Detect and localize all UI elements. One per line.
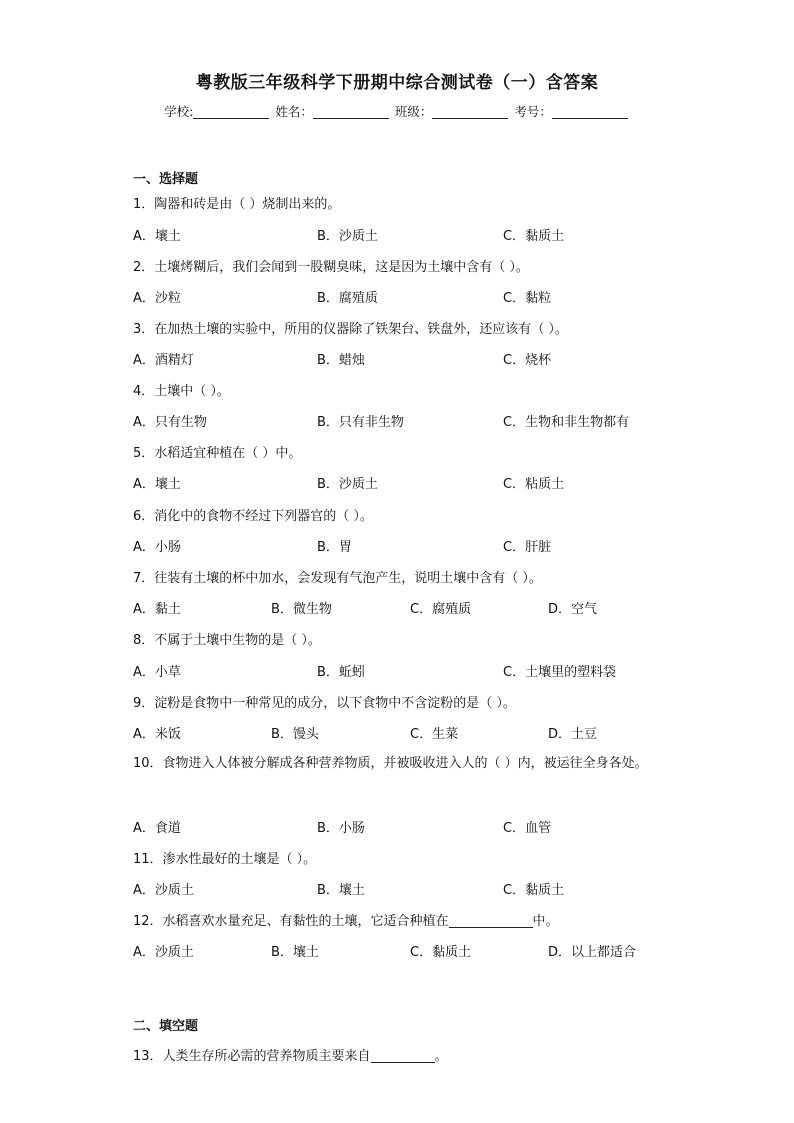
option[interactable]: A．壤土	[133, 477, 181, 492]
option[interactable]: B．小肠	[317, 821, 365, 836]
page-title: 粤教版三年级科学下册期中综合测试卷（一）含答案	[195, 73, 599, 93]
question-stem: 9．淀粉是食物中一种常见的成分，以下食物中不含淀粉的是（ ）。	[133, 696, 516, 711]
option[interactable]: A．只有生物	[133, 415, 207, 430]
option[interactable]: C．黏质土	[503, 229, 565, 244]
class-label: 班级：	[394, 104, 433, 119]
question-stem	[133, 1045, 448, 1064]
option[interactable]: C．土壤里的塑料袋	[503, 665, 617, 680]
section-heading-fill: 二、填空题	[133, 1019, 199, 1034]
option[interactable]: A．小肠	[133, 540, 181, 555]
option[interactable]: B．胃	[317, 540, 352, 555]
option[interactable]: C．生物和非生物都有	[503, 415, 630, 430]
option[interactable]: A．酒精灯	[133, 353, 194, 368]
option[interactable]: C．黏粒	[503, 291, 552, 306]
option[interactable]: D．以上都适合	[548, 945, 637, 960]
answer-blank[interactable]	[371, 1048, 435, 1063]
question-stem: 8．不属于土壤中生物的是（ ）。	[133, 633, 321, 648]
question-stem	[133, 910, 559, 929]
option[interactable]: A．食道	[133, 821, 181, 836]
option[interactable]: C．黏质土	[410, 945, 472, 960]
option[interactable]: A．米饭	[133, 727, 181, 742]
name-label: 姓名：	[275, 104, 313, 119]
class-blank[interactable]	[432, 104, 508, 119]
option[interactable]: C．烧杯	[503, 353, 552, 368]
option[interactable]: C．粘质土	[503, 477, 565, 492]
number-blank[interactable]	[552, 104, 628, 119]
name-blank[interactable]	[313, 104, 389, 119]
option[interactable]: D．空气	[548, 602, 598, 617]
section-heading-choice: 一、选择题	[133, 172, 199, 187]
option[interactable]: C．肝脏	[503, 540, 552, 555]
question-stem: 1．陶器和砖是由（ ）烧制出来的。	[133, 197, 341, 212]
option[interactable]: A．沙粒	[133, 291, 181, 306]
question-stem: 3．在加热土壤的实验中，所用的仪器除了铁架台、铁盘外，还应该有（ ）。	[133, 322, 568, 337]
question-stem: 5．水稻适宜种植在（ ）中。	[133, 446, 302, 461]
option[interactable]: B．馒头	[271, 727, 319, 742]
question-stem: 11．渗水性最好的土壤是（ ）。	[133, 852, 317, 867]
option[interactable]: B．蚯蚓	[317, 665, 365, 680]
question-text: 12．水稻喜欢水量充足、有黏性的土壤，它适合种植在	[133, 914, 449, 929]
question-stem: 7．往装有土壤的杯中加水，会发现有气泡产生，说明土壤中含有（ ）。	[133, 571, 542, 586]
question-stem: 10．食物进入人体被分解成各种营养物质，并被吸收进入人的（ ）内，被运往全身各处。	[133, 756, 648, 771]
option[interactable]: D．土豆	[548, 727, 598, 742]
question-tail: 中。	[532, 914, 559, 929]
question-tail: 。	[434, 1049, 448, 1064]
option[interactable]: A．沙质土	[133, 945, 194, 960]
option[interactable]: B．只有非生物	[317, 415, 404, 430]
question-text: 13．人类生存所必需的营养物质主要来自	[133, 1049, 371, 1064]
number-label: 考号：	[514, 104, 552, 119]
school-blank[interactable]	[193, 104, 269, 119]
option[interactable]: A．壤土	[133, 229, 181, 244]
question-stem: 4．土壤中（ ）。	[133, 384, 230, 399]
option[interactable]: B．壤土	[317, 883, 365, 898]
option[interactable]: B．沙质土	[317, 477, 378, 492]
option[interactable]: B．腐殖质	[317, 291, 378, 306]
option[interactable]: A．沙质土	[133, 883, 194, 898]
option[interactable]: C．血管	[503, 821, 552, 836]
school-label: 学校:	[164, 104, 194, 119]
option[interactable]: C．黏质土	[503, 883, 565, 898]
question-stem: 6．消化中的食物不经过下列器官的（ ）。	[133, 509, 373, 524]
option[interactable]: C．腐殖质	[410, 602, 472, 617]
option[interactable]: B．壤土	[271, 945, 319, 960]
answer-blank[interactable]	[449, 913, 533, 928]
option[interactable]: A．黏土	[133, 602, 181, 617]
option[interactable]: A．小草	[133, 665, 181, 680]
question-stem: 2．土壤烤糊后，我们会闻到一股糊臭味，这是因为土壤中含有（ ）。	[133, 260, 529, 275]
option[interactable]: B．蜡烛	[317, 353, 365, 368]
option[interactable]: B．沙质土	[317, 229, 378, 244]
student-info-line	[0, 102, 794, 120]
option[interactable]: B．微生物	[271, 602, 332, 617]
option[interactable]: C．生菜	[410, 727, 459, 742]
